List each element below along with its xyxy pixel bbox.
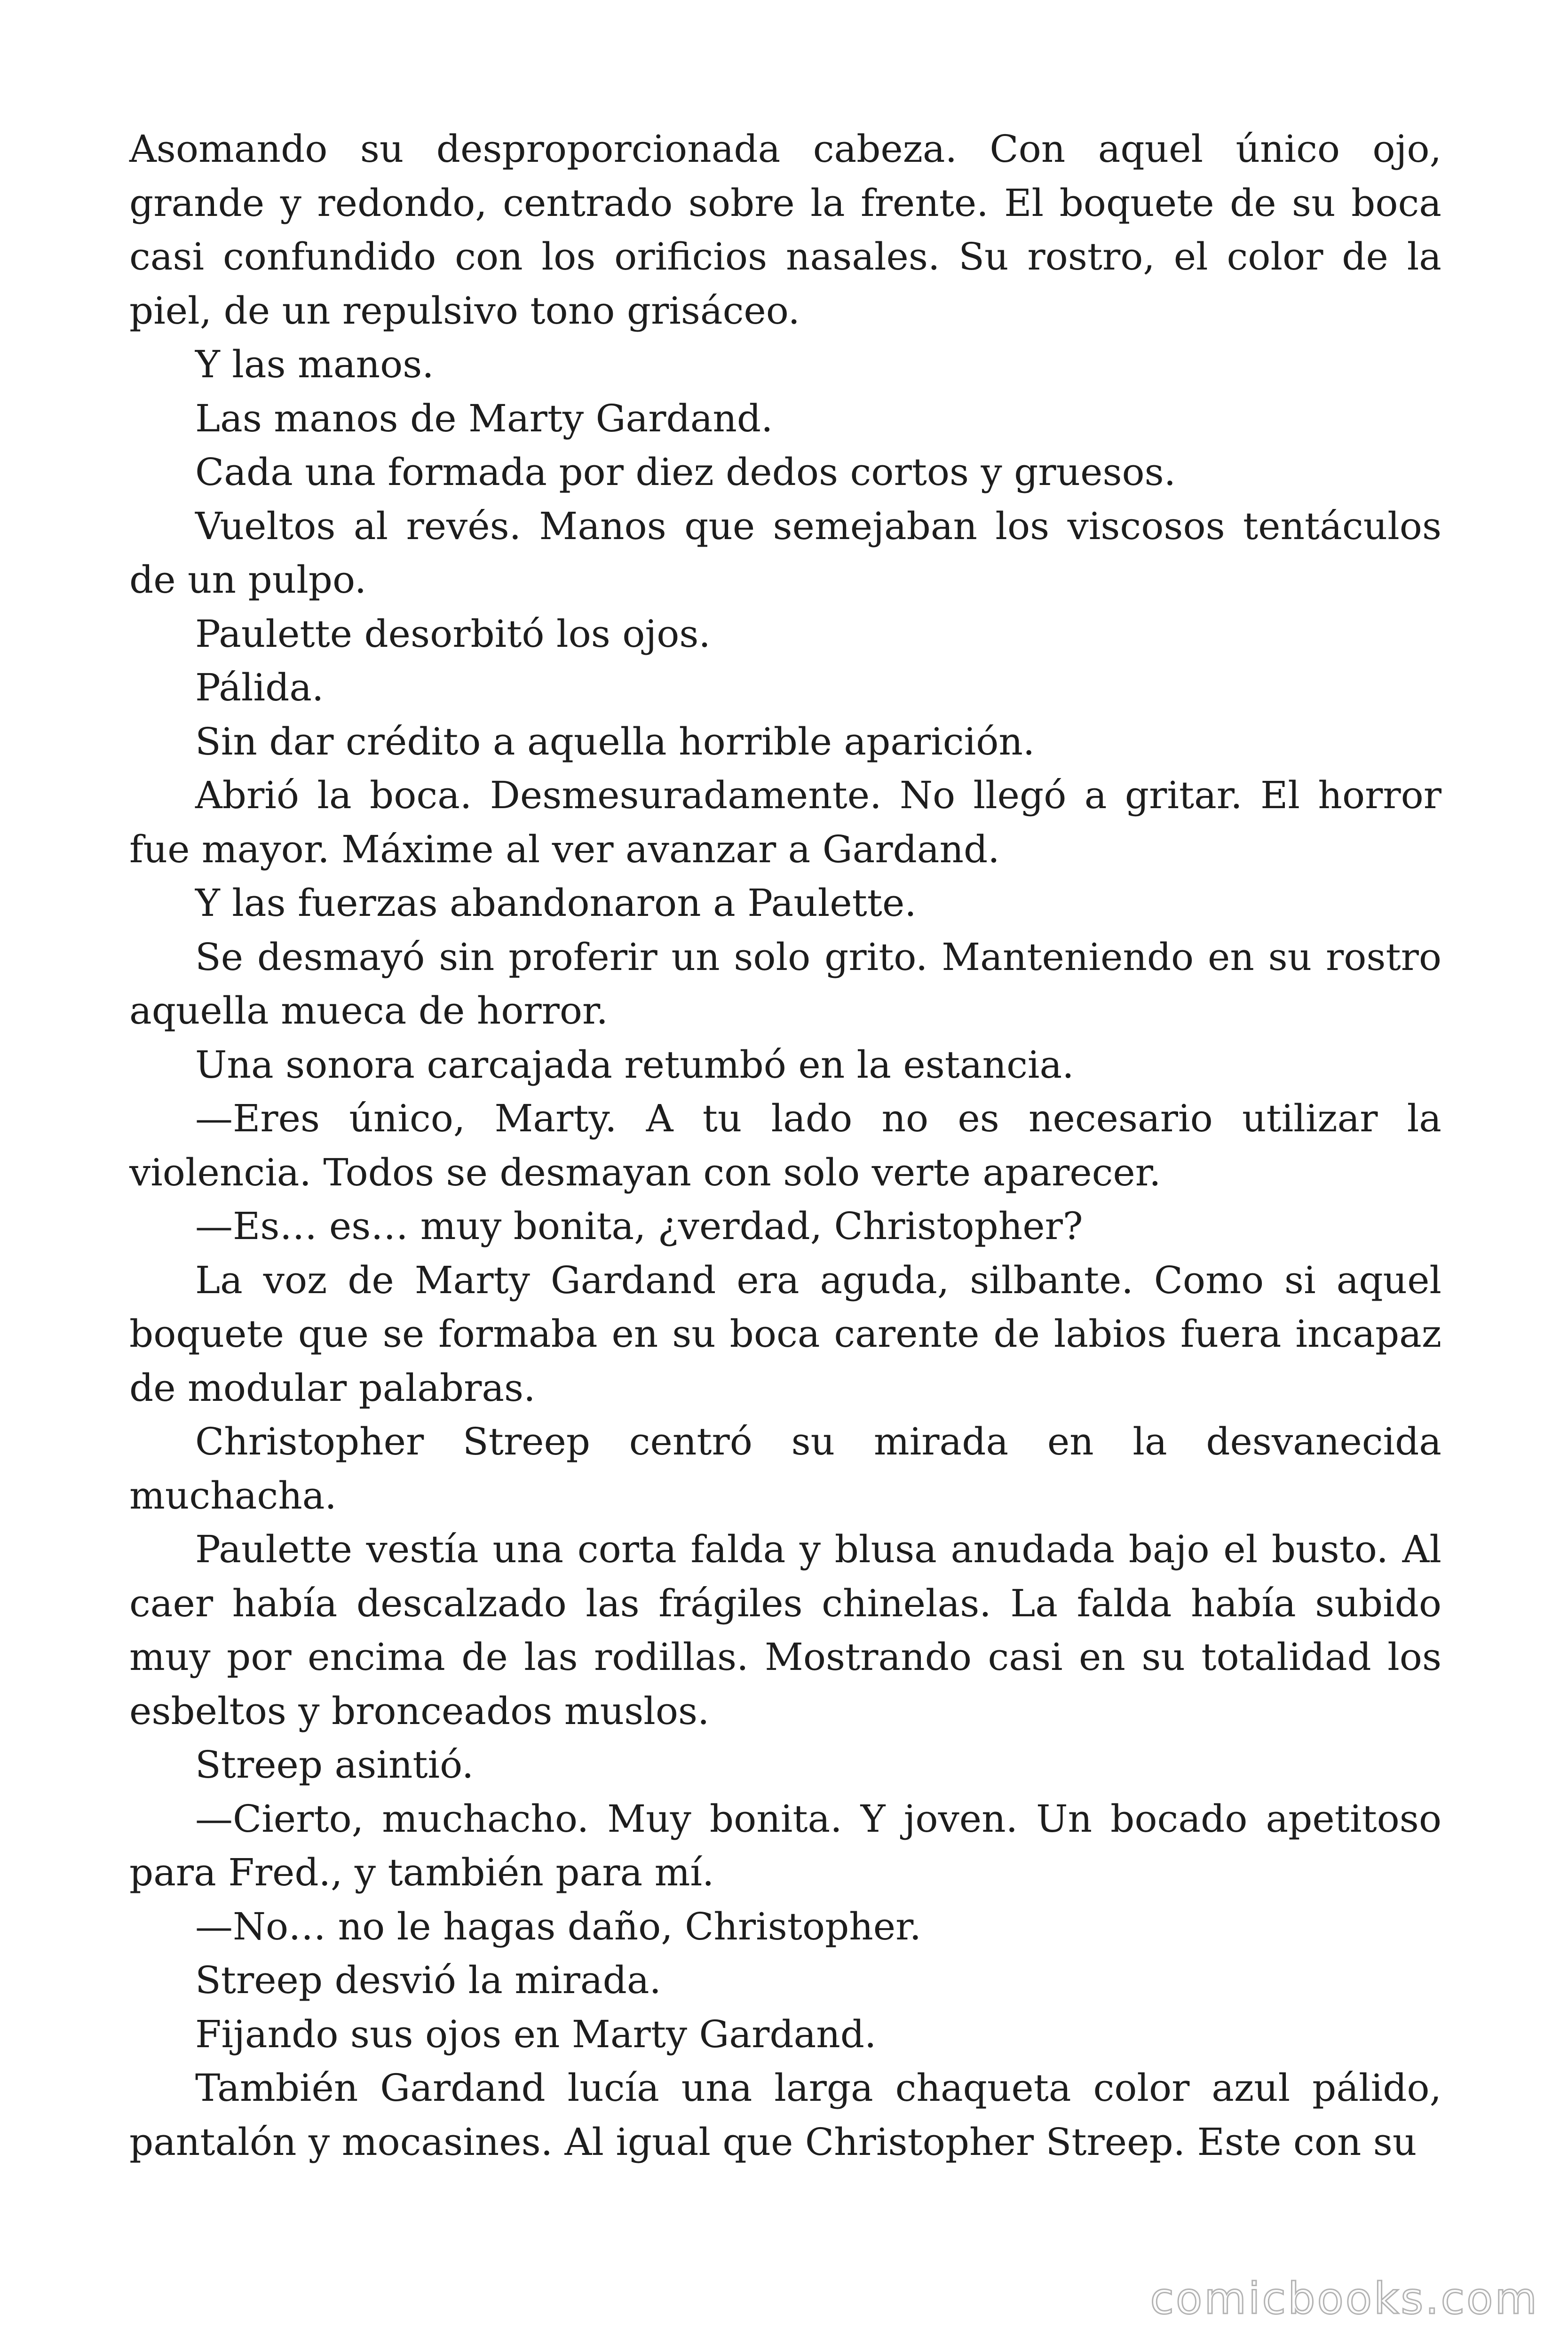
body-text — [129, 122, 1441, 2169]
paragraph: —Es… es… muy bonita, ¿verdad, Christopher? — [195, 1204, 1083, 1248]
watermark: comicbooks.com — [1150, 2273, 1539, 2324]
paragraph: —Cierto, muchacho. Muy bonita. Y joven. Un bocado apetitoso para Fred., y también para mí. — [129, 1796, 1441, 1894]
paragraph: Cada una formada por diez dedos cortos y gruesos. — [195, 450, 1176, 494]
paragraph: Asomando su desproporcionada cabeza. Con aquel único ojo, grande y redondo, centrado sobre la frente. El boquete de su boca casi confundido con los orificios nasales. Su rostro, el color de la piel, de un repulsivo tono grisáceo. — [129, 127, 1441, 333]
paragraph: —No… no le hagas daño, Christopher. — [195, 1904, 922, 1948]
paragraph: Vueltos al revés. Manos que semejaban los viscosos tentáculos de un pulpo. — [129, 504, 1441, 602]
paragraph: Fijando sus ojos en Marty Gardand. — [195, 2012, 877, 2056]
paragraph: Pálida. — [195, 666, 324, 709]
paragraph: —Eres único, Marty. A tu lado no es necesario utilizar la violencia. Todos se desmayan con solo verte aparecer. — [129, 1097, 1441, 1194]
paragraph: Sin dar crédito a aquella horrible aparición. — [195, 719, 1035, 763]
paragraph: Abrió la boca. Desmesuradamente. No llegó a gritar. El horror fue mayor. Máxime al ver avanzar a Gardand. — [129, 773, 1441, 871]
paragraph: Se desmayó sin proferir un solo grito. Manteniendo en su rostro aquella mueca de horror. — [129, 935, 1441, 1033]
paragraph: Y las manos. — [195, 342, 434, 386]
paragraph: Streep asintió. — [195, 1743, 474, 1787]
paragraph: Y las fuerzas abandonaron a Paulette. — [195, 881, 917, 925]
paragraph: Paulette desorbitó los ojos. — [195, 612, 711, 656]
paragraph: Paulette vestía una corta falda y blusa anudada bajo el busto. Al caer había descalzado las frágiles chinelas. La falda había subido muy por encima de las rodillas. Mostrando casi en su totalidad los esbeltos y bronceados muslos. — [129, 1527, 1441, 1733]
paragraph: Streep desvió la mirada. — [195, 1958, 661, 2002]
paragraph: Christopher Streep centró su mirada en la desvanecida muchacha. — [129, 1420, 1441, 1518]
paragraph: Una sonora carcajada retumbó en la estancia. — [195, 1042, 1074, 1087]
paragraph: También Gardand lucía una larga chaqueta color azul pálido, pantalón y mocasines. Al igual que Christopher Streep. Este con su — [129, 2066, 1441, 2164]
paragraph: La voz de Marty Gardand era aguda, silbante. Como si aquel boquete que se formaba en su boca carente de labios fuera incapaz de modular palabras. — [129, 1258, 1441, 1410]
paragraph: Las manos de Marty Gardand. — [195, 396, 773, 440]
